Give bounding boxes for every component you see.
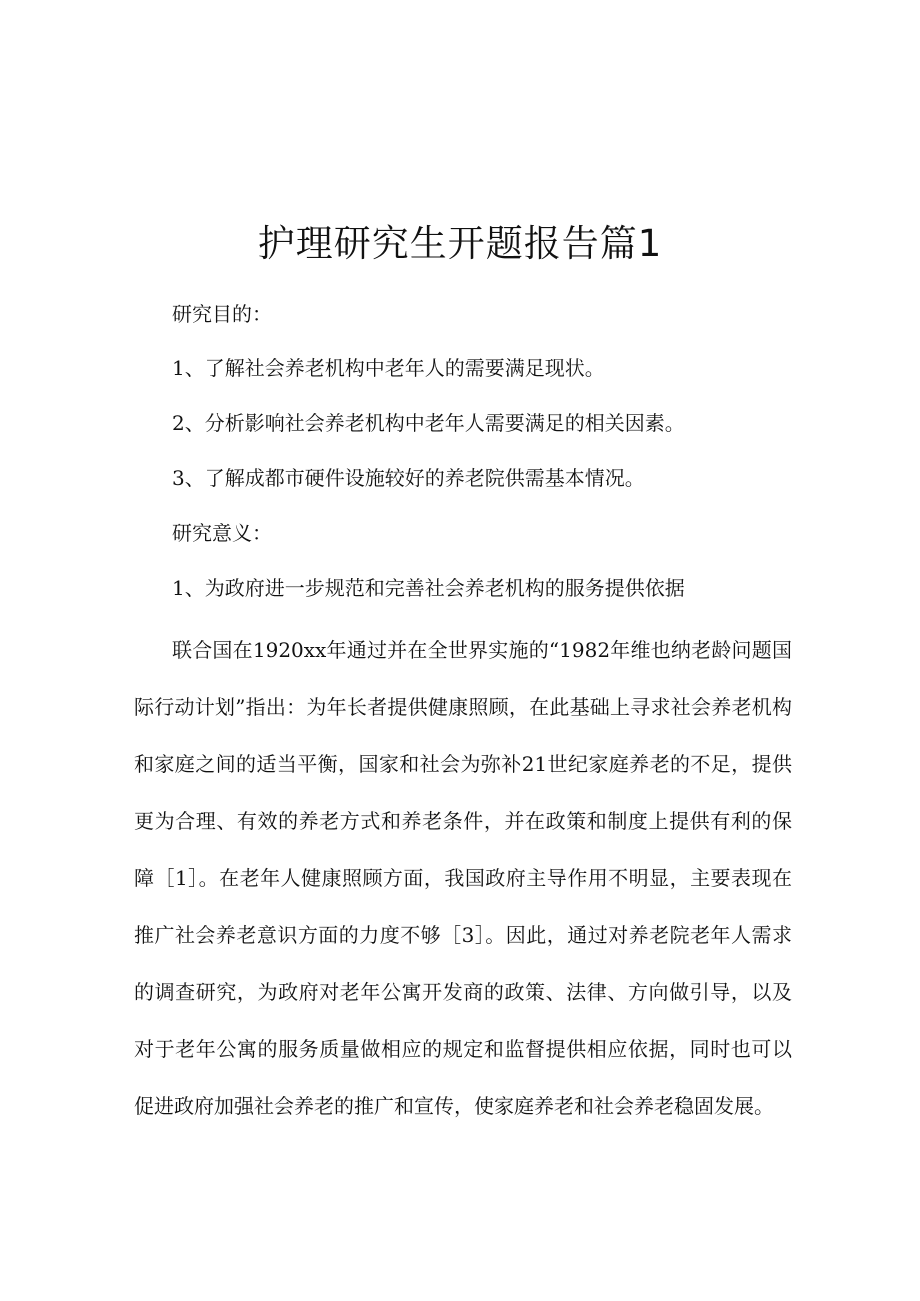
purpose-item-1: 1、了解社会养老机构中老年人的需要满足现状。 bbox=[172, 356, 605, 380]
significance-item-1: 1、为政府进一步规范和完善社会养老机构的服务提供依据 bbox=[172, 576, 685, 600]
significance-heading: 研究意义： bbox=[172, 521, 272, 545]
purpose-item-2: 2、分析影响社会养老机构中老年人需要满足的相关因素。 bbox=[172, 411, 685, 435]
purpose-heading: 研究目的： bbox=[172, 302, 272, 326]
body-paragraph: 联合国在1920xx年通过并在全世界实施的“1982年维也纳老龄问题国际行动计划”指出：为年长者提供健康照顾，在此基础上寻求社会养老机构和家庭之间的适当平衡，国家和社会为弥补21世纪家庭养老的不足，提供更为合理、有效的养老方式和养老条件，并在政策和制度上提供有利的保障［1］。在老年人健康照顾方面，我国政府主导作用不明显，主要表现在推广社会养老意识方面的力度不够［3］。因此，通过对养老院老年人需求的调查研究，为政府对老年公寓开发商的政策、法律、方向做引导，以及对于老年公寓的服务质量做相应的规定和监督提供相应依据，同时也可以促进政府加强社会养老的推广和宣传，使家庭养老和社会养老稳固发展。 bbox=[134, 638, 792, 1118]
purpose-item-3: 3、了解成都市硬件设施较好的养老院供需基本情况。 bbox=[172, 466, 645, 490]
document-title: 护理研究生开题报告篇1 bbox=[257, 222, 663, 265]
